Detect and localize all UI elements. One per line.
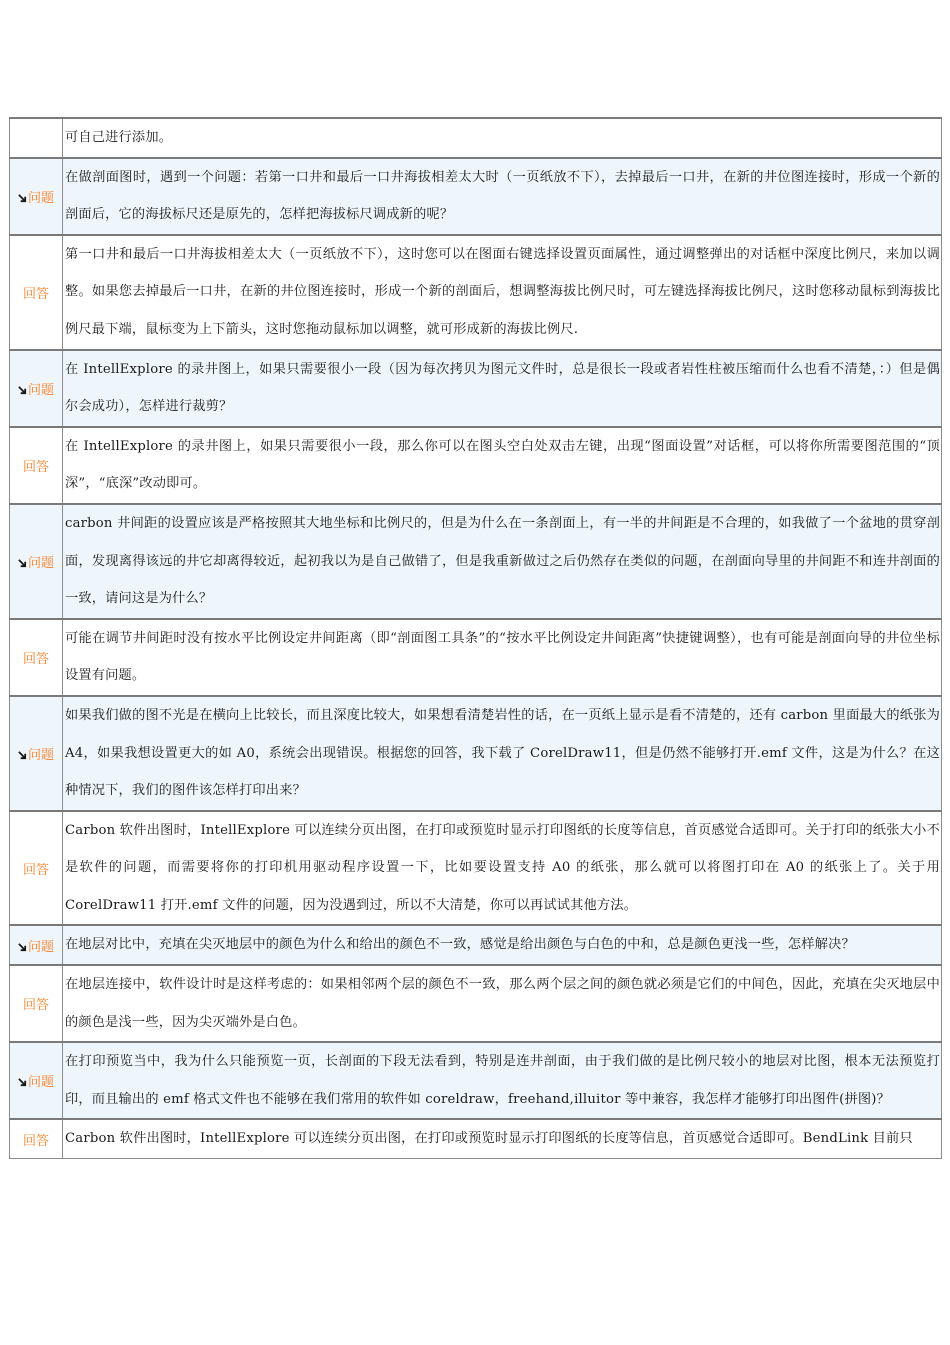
answer-row <box>10 619 942 696</box>
answer-row <box>10 235 942 350</box>
row-label-cell <box>10 696 63 811</box>
question-row <box>10 1042 942 1119</box>
row-label-cell <box>10 118 63 158</box>
arrow-down-right-icon <box>18 559 27 568</box>
arrow-down-right-icon <box>18 386 27 395</box>
question-label: 问题 <box>27 939 54 955</box>
arrow-down-right-icon <box>18 943 27 952</box>
answer-label: 回答 <box>22 286 49 302</box>
question-label: 问题 <box>27 382 54 398</box>
answer-row <box>10 965 942 1042</box>
question-label: 问题 <box>27 190 54 206</box>
question-row <box>10 696 942 811</box>
row-label-cell <box>10 965 63 1042</box>
question-row <box>10 158 942 235</box>
qa-table <box>9 117 942 1159</box>
answer-label: 回答 <box>22 998 49 1014</box>
answer-text: 可能在调节井间距时没有按水平比例设定井间距离（即“剖面图工具条”的“按水平比例设定井间距离”快捷键调整），也有可能是剖面向导的井位坐标设置有问题。 <box>63 619 942 696</box>
row-label-cell <box>10 158 63 235</box>
arrow-down-right-icon <box>18 751 27 760</box>
row-label-cell <box>10 504 63 619</box>
answer-row <box>10 427 942 504</box>
row-label-cell <box>10 811 63 926</box>
question-text: 在做剖面图时，遇到一个问题：若第一口井和最后一口井海拔相差太大时（一页纸放不下），去掉最后一口井，在新的井位图连接时，形成一个新的剖面后，它的海拔标尺还是原先的，怎样把海拔标尺调成新的呢？ <box>63 158 942 235</box>
question-row <box>10 925 942 965</box>
qa-table-body <box>10 118 942 1159</box>
answer-label: 回答 <box>22 862 49 878</box>
arrow-down-right-icon <box>18 1078 27 1087</box>
question-text: 如果我们做的图不光是在横向上比较长，而且深度比较大，如果想看清楚岩性的话，在一页纸上显示是看不清楚的，还有 carbon 里面最大的纸张为 A4，如果我想设置更大的如 A0，系统会出现错误。根据您的回答，我下载了 CorelDraw11，但是仍然不能够打开.emf 文件，这是为什么？在这种情况下，我们的图件该怎样打印出来？ <box>63 696 942 811</box>
row-label-cell <box>10 1042 63 1119</box>
question-label: 问题 <box>27 1075 54 1091</box>
question-text: 在地层对比中，充填在尖灭地层中的颜色为什么和给出的颜色不一致，感觉是给出颜色与白色的中和，总是颜色更浅一些，怎样解决？ <box>63 925 942 965</box>
row-label-cell <box>10 1119 63 1158</box>
answer-label: 回答 <box>22 459 49 475</box>
question-row <box>10 504 942 619</box>
question-row <box>10 350 942 427</box>
row-label-cell <box>10 925 63 965</box>
question-text: 在打印预览当中，我为什么只能预览一页，长剖面的下段无法看到，特别是连井剖面，由于我们做的是比例尺较小的地层对比图，根本无法预览打印，而且输出的 emf 格式文件也不能够在我们常用的软件如 coreldraw，freehand,illuitor 等中兼容，我怎样才能够打印出图件(拼图)？ <box>63 1042 942 1119</box>
question-label: 问题 <box>27 555 54 571</box>
row-label-cell <box>10 619 63 696</box>
answer-row <box>10 811 942 926</box>
row-label-cell <box>10 235 63 350</box>
answer-text: 第一口井和最后一口井海拔相差太大（一页纸放不下），这时您可以在图面右键选择设置页面属性，通过调整弹出的对话框中深度比例尺，来加以调整。如果您去掉最后一口井，在新的井位图连接时，形成一个新的剖面后，想调整海拔比例尺时，可左键选择海拔比例尺，这时您移动鼠标到海拔比例尺最下端，鼠标变为上下箭头，这时您拖动鼠标加以调整，就可形成新的海拔比例尺. <box>63 235 942 350</box>
question-text: carbon 井间距的设置应该是严格按照其大地坐标和比例尺的，但是为什么在一条剖面上，有一半的井间距是不合理的，如我做了一个盆地的贯穿剖面，发现离得该远的井它却离得较近，起初我以为是自己做错了，但是我重新做过之后仍然存在类似的问题，在剖面向导里的井间距不和连井剖面的一致，请问这是为什么？ <box>63 504 942 619</box>
question-label: 问题 <box>27 747 54 763</box>
continued-row <box>10 118 942 158</box>
answer-row <box>10 1119 942 1158</box>
row-label-cell <box>10 350 63 427</box>
answer-text: 在 IntellExplore 的录井图上，如果只需要很小一段，那么你可以在图头空白处双击左键，出现“图面设置”对话框，可以将你所需要图范围的“顶深”，“底深”改动即可。 <box>63 427 942 504</box>
answer-text: 在地层连接中，软件设计时是这样考虑的：如果相邻两个层的颜色不一致，那么两个层之间的颜色就必须是它们的中间色，因此，充填在尖灭地层中的颜色是浅一些，因为尖灭端外是白色。 <box>63 965 942 1042</box>
answer-text: 可自己进行添加。 <box>63 118 942 158</box>
answer-label: 回答 <box>22 651 49 667</box>
answer-text: Carbon 软件出图时，IntellExplore 可以连续分页出图，在打印或预览时显示打印图纸的长度等信息，首页感觉合适即可。BendLink 目前只 <box>63 1119 942 1158</box>
answer-text: Carbon 软件出图时，IntellExplore 可以连续分页出图，在打印或预览时显示打印图纸的长度等信息，首页感觉合适即可。关于打印的纸张大小不是软件的问题，而需要将你的打印机用驱动程序设置一下，比如要设置支持 A0 的纸张，那么就可以将图打印在 A0 的纸张上了。关于用 CorelDraw11 打开.emf 文件的问题，因为没遇到过，所以不大清楚，你可以再试试其他方法。 <box>63 811 942 926</box>
row-label-cell <box>10 427 63 504</box>
question-text: 在 IntellExplore 的录井图上，如果只需要很小一段（因为每次拷贝为图元文件时，总是很长一段或者岩性柱被压缩而什么也看不清楚，：）但是偶尔会成功），怎样进行裁剪？ <box>63 350 942 427</box>
answer-label: 回答 <box>22 1133 49 1149</box>
arrow-down-right-icon <box>18 194 27 203</box>
